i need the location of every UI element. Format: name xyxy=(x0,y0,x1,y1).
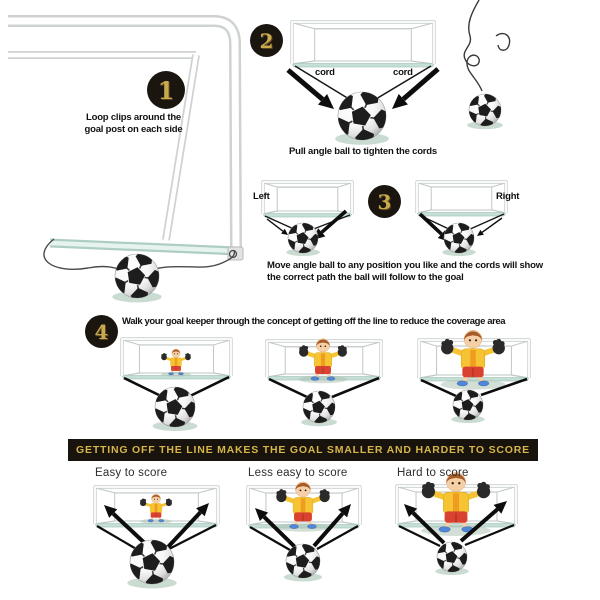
left-direction-label: Left xyxy=(253,191,270,202)
goalkeeper xyxy=(140,494,172,524)
step-1-badge xyxy=(147,71,185,109)
step-3-badge xyxy=(368,185,401,218)
step-2-number: 2 xyxy=(259,28,274,53)
goalkeeper xyxy=(161,349,191,377)
less-easy-to-score-label: Less easy to score xyxy=(248,467,348,479)
step-4-caption: Walk your goal keeper through the concept of getting off the line to reduce the coverage area xyxy=(122,316,506,327)
soccer-ball xyxy=(284,219,322,258)
step-2-caption: Pull angle ball to tighten the cords xyxy=(289,146,437,157)
soccer-ball xyxy=(440,219,478,258)
step-4-badge xyxy=(85,315,118,348)
easy-to-score-label: Easy to score xyxy=(95,467,168,479)
soccer-ball xyxy=(449,386,487,425)
cord-label-left: cord xyxy=(315,67,335,78)
step-2-badge xyxy=(250,24,283,57)
pendulum-cord xyxy=(464,0,509,91)
soccer-ball xyxy=(108,248,164,305)
goal-frame xyxy=(263,182,352,217)
goal-frame xyxy=(417,182,506,216)
goal-corner-illustration xyxy=(8,21,243,271)
soccer-ball xyxy=(149,382,200,434)
cord-label-right: cord xyxy=(393,67,413,78)
step-3-number: 3 xyxy=(377,189,392,214)
step-1-caption: Loop clips around the goal post on each side xyxy=(84,112,183,135)
right-direction-label: Right xyxy=(496,191,520,202)
step-3-caption: Move angle ball to any position you like and the cords will show the correct path the ball will follow to the goal xyxy=(267,260,543,283)
soccer-ball xyxy=(464,90,505,131)
goal-frame xyxy=(292,22,434,67)
soccer-ball xyxy=(298,387,339,428)
step-4-number: 4 xyxy=(94,319,109,344)
step-1-number: 1 xyxy=(157,75,175,105)
hard-to-score-label: Hard to score xyxy=(397,467,469,479)
banner-headline: GETTING OFF THE LINE MAKES THE GOAL SMALLER AND HARDER TO SCORE xyxy=(68,439,538,461)
soccer-ball xyxy=(281,540,325,584)
